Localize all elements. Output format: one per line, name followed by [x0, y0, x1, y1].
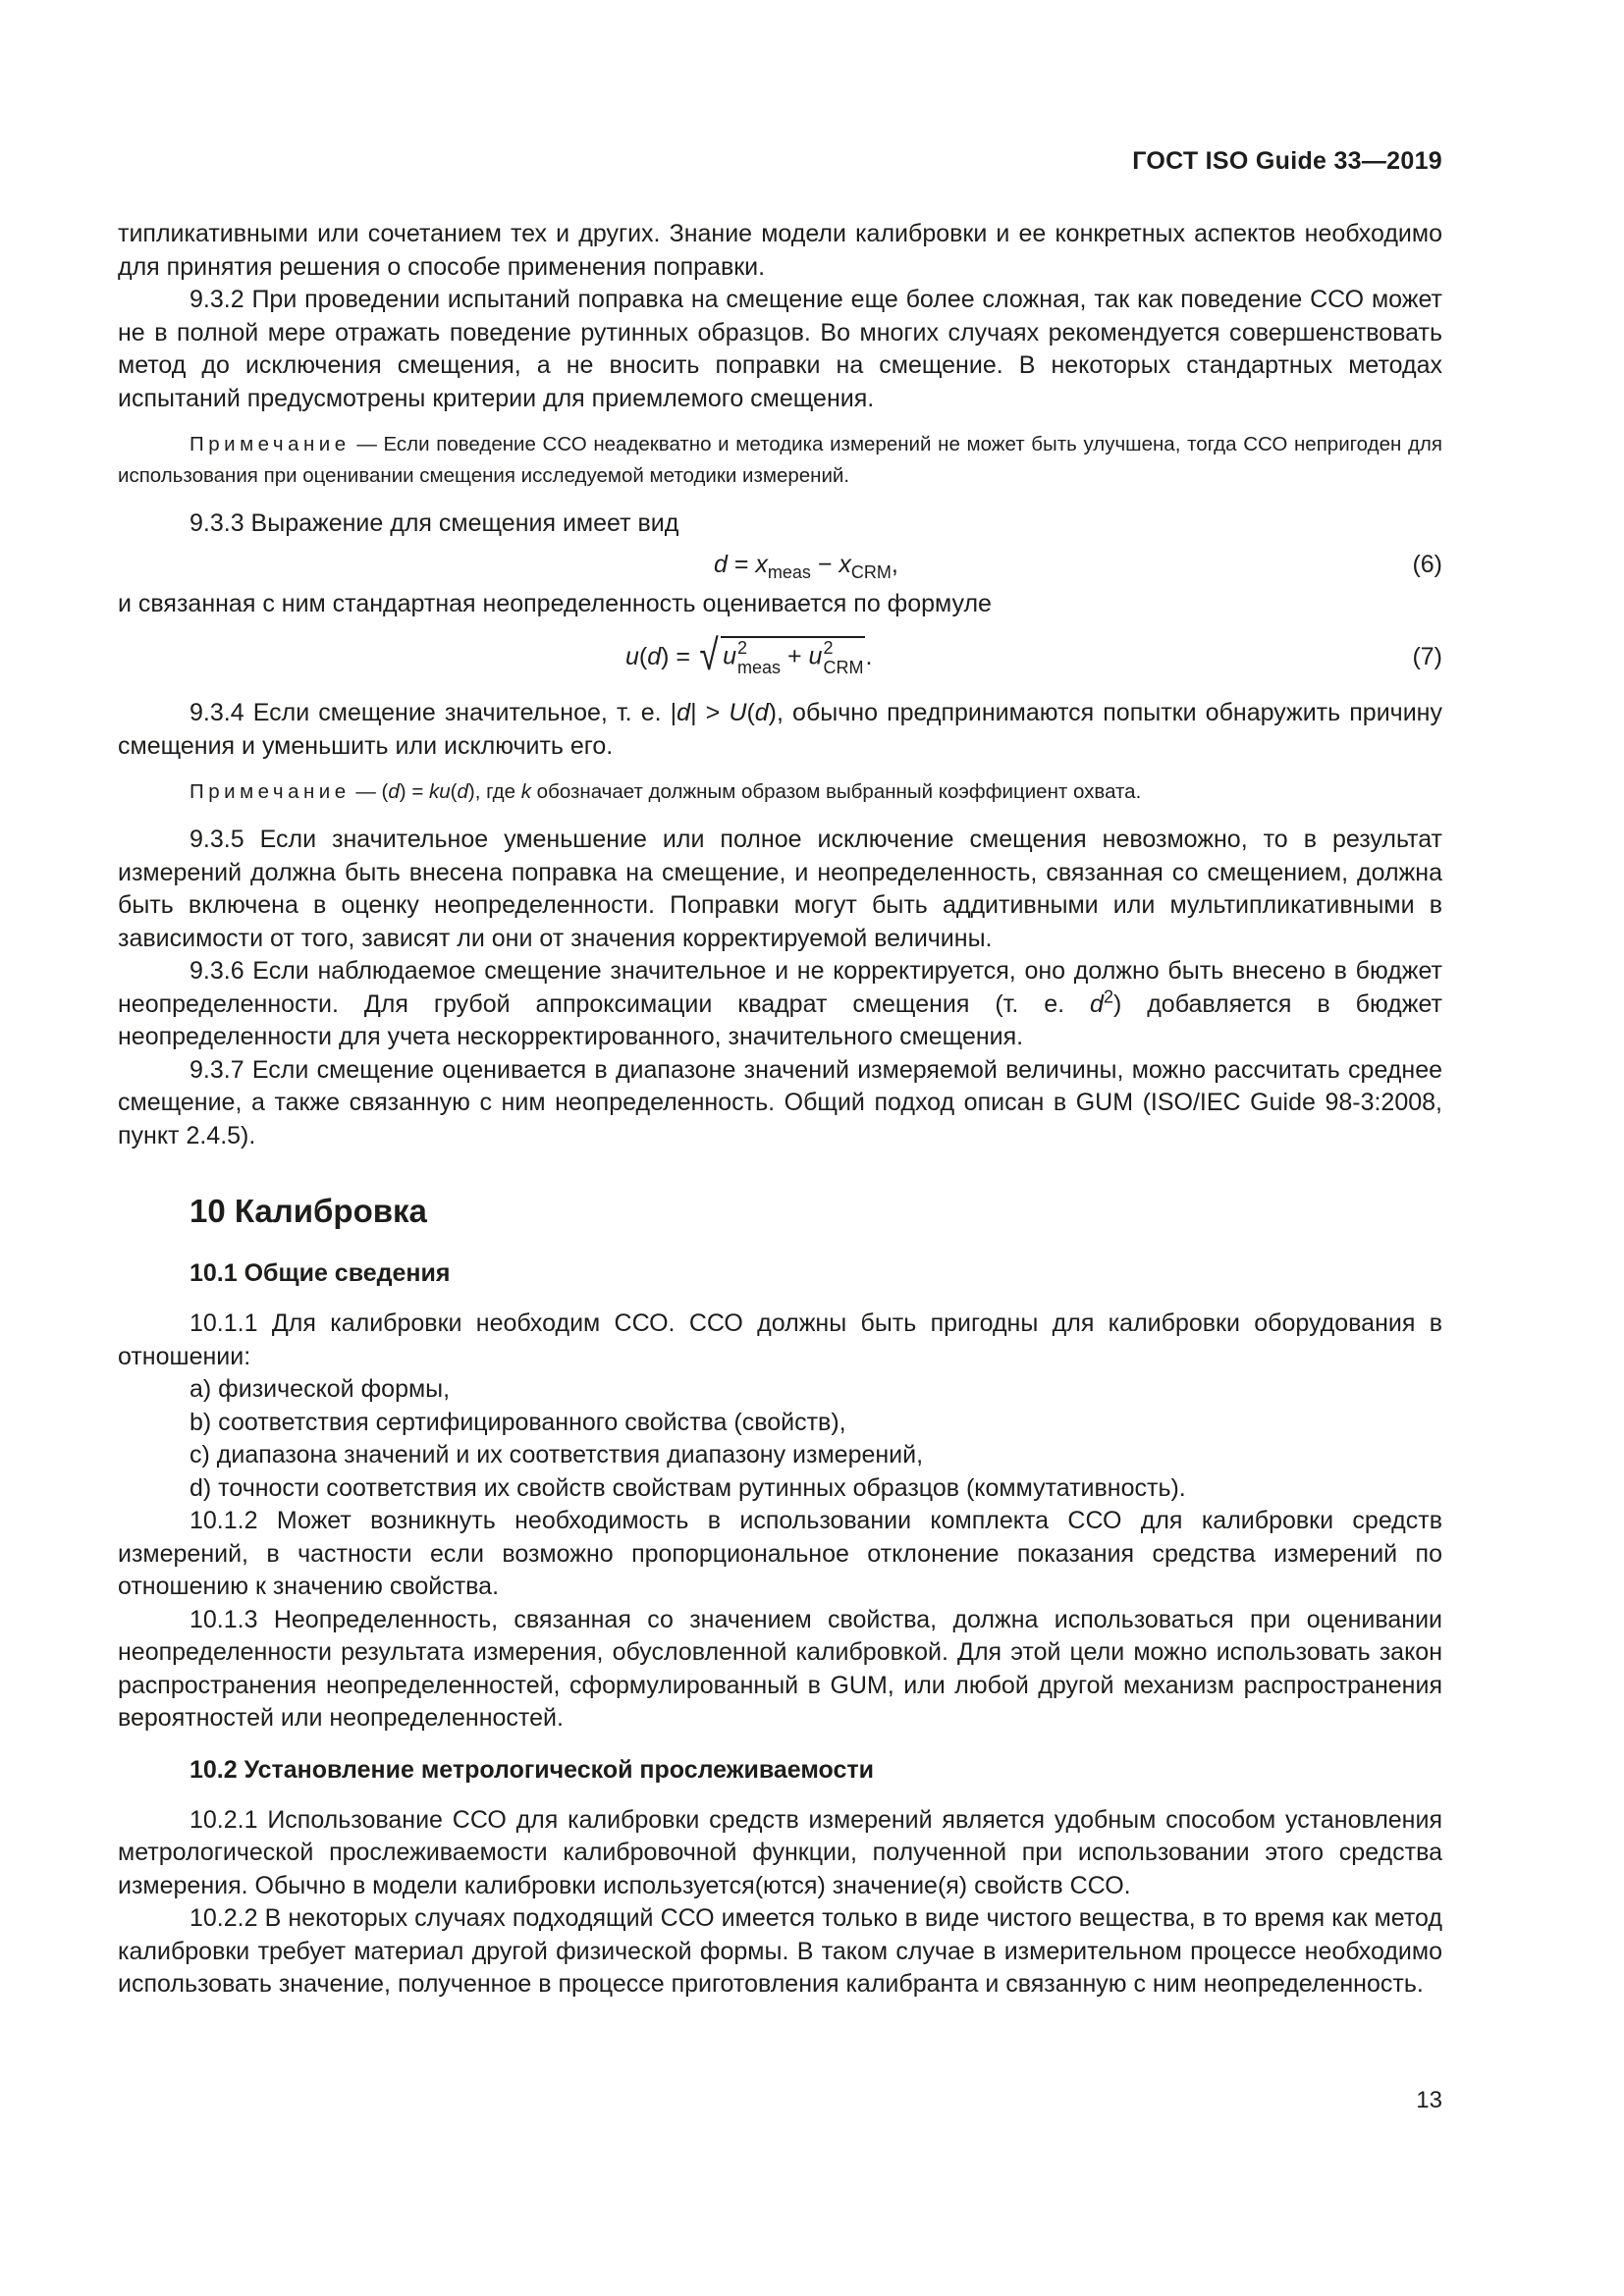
paragraph-9-3-6: [118, 955, 1442, 1054]
note-1-text: — Если поведение ССО неадекватно и методика измерений не может быть улучшена, тогда ССО непригоден для использования при оценивании смещения исследуемой методики измерений.: [118, 433, 1442, 487]
radicand: [721, 636, 865, 677]
minus-sign: −: [810, 550, 839, 578]
subscript-meas: meas: [767, 561, 811, 582]
symbol-k: k: [520, 780, 531, 803]
text-run: ), обычно предпринимаются попытки обнаружить причину смещения и уменьшить или исключить его.: [118, 699, 1442, 760]
equals-sign: =: [669, 643, 697, 670]
paragraph-10-2-1: 10.2.1 Использование ССО для калибровки средств измерений является удобным способом установления метрологической прослеживаемости калибровочной функции, полученной при использовании этого средства измерения. Обычно в модели калибровки используется(ются) значение(я) свойств ССО.: [118, 1805, 1442, 1899]
paragraph-10-1-2: 10.1.2 Может возникнуть необходимость в использовании комплекта ССО для калибровки средств измерений, в частности если возможно пропорциональное отклонение показания средства измерений по отношению к значению свойства.: [118, 1507, 1442, 1600]
paragraph-10-2-2: 10.2.2 В некоторых случаях подходящий ССО имеется только в виде чистого вещества, в то время как метод калибровки требует материал другой физической формы. В таком случае в измерительном процессе необходимо использовать значение, полученное в процессе приготовления калибранта и связанную с ним неопределенность.: [118, 1904, 1442, 1998]
paragraph-9-3-2: 9.3.2 При проведении испытаний поправка на смещение еще более сложная, так как поведение ССО может не в полной мере отражать поведение рутинных образцов. Во многих случаях рекомендуется совершенствовать метод до исключения смещения, а не вносить поправки на смещение. В некоторых стандартных методах испытаний предусмотрены критерии для приемлемого смещения.: [118, 286, 1442, 412]
symbol-d: d: [457, 780, 468, 803]
sqrt-sign: √: [699, 631, 719, 679]
symbol-d: d: [714, 550, 728, 578]
note-label: Примечание: [189, 780, 351, 803]
equation-number-6: (6): [1412, 550, 1442, 578]
subsection-heading-10-2: 10.2 Установление метрологической прослеживаемости: [189, 1755, 874, 1784]
list-item: b) соответствия сертифицированного свойства (свойств),: [189, 1408, 846, 1436]
running-header: ГОСТ ISO Guide 33—2019: [1132, 147, 1442, 175]
paren-left: (: [638, 643, 648, 670]
subsection-heading-10-1: 10.1 Общие сведения: [189, 1259, 451, 1287]
supsub-crm: [823, 638, 863, 677]
note-2: [118, 776, 1442, 808]
equals-sign: =: [727, 550, 756, 578]
supsub-meas: [737, 638, 781, 677]
list-item: d) точности соответствия их свойств свойствам рутинных образцов (коммутативность).: [189, 1473, 1186, 1502]
formula-7-expression: [625, 626, 872, 687]
subscript-meas: meas: [737, 658, 782, 678]
symbol-u: u: [808, 643, 823, 670]
text-run: — (: [355, 780, 389, 803]
symbol-d: d: [647, 643, 662, 670]
equation-number-7: (7): [1412, 643, 1442, 670]
text-run: 9.3.6 Если наблюдаемое смещение значительное и не корректируется, оно должно быть внесено в бюджет неопределенности. Для грубой аппроксимации квадрат смещения (т. е.: [118, 957, 1442, 1018]
paragraph-10-1-3: 10.1.3 Неопределенность, связанная со значением свойства, должна использоваться при оценивании неопределенности результата измерения, обусловленной калибровкой. Для этой цели можно использовать закон распространения неопределенностей, сформулированный в GUM, или любой другой механизм распространения вероятностей или неопределенностей.: [118, 1605, 1442, 1732]
subscript-crm: CRM: [850, 561, 892, 582]
symbol-u: u: [625, 643, 639, 670]
text-run: ) =: [399, 780, 429, 803]
list-item: c) диапазона значений и их соответствия диапазону измерений,: [189, 1441, 924, 1468]
page-body: [118, 218, 1442, 2002]
symbol-x: x: [839, 550, 851, 578]
paragraph-9-3-7: 9.3.7 Если смещение оценивается в диапазоне значений измеряемой величины, можно рассчитать среднее смещение, а также связанную с ним неопределенность. Общий подход описан в GUM (ISO/IEC Guide 98-3:2008, пункт 2.4.5).: [118, 1055, 1442, 1149]
text-run: ) добавляется в бюджет неопределенности для учета нескорректированного, значительного смещения.: [118, 989, 1442, 1050]
list-item: a) физической формы,: [189, 1375, 451, 1403]
symbol-u: u: [723, 643, 737, 670]
superscript-2: 2: [823, 638, 834, 659]
text-run: обозначает должным образом выбранный коэффициент охвата.: [530, 780, 1142, 803]
symbol-d: d: [677, 699, 691, 726]
page-number: 13: [1416, 2087, 1442, 2113]
note-1: [118, 429, 1442, 492]
symbol-ku: ku: [429, 780, 451, 803]
text-run: ), где: [467, 780, 521, 803]
symbol-d: d: [754, 699, 769, 726]
comma: ,: [891, 550, 898, 578]
symbol-U: U: [729, 699, 747, 726]
note-label: Примечание: [189, 433, 351, 455]
paragraph-intro: типликативными или сочетанием тех и других. Знание модели калибровки и ее конкретных аспектов необходимо для принятия решения о способе применения поправки.: [118, 220, 1442, 281]
text-run: (: [450, 780, 458, 803]
paragraph-9-3-5: 9.3.5 Если значительное уменьшение или полное исключение смещения невозможно, то в результат измерений должна быть внесена поправка на смещение, и неопределенность, связанная со смещением, должна быть включена в оценку неопределенности. Поправки могут быть аддитивными или мультипликативными в зависимости от того, зависят ли они от значения корректируемой величины.: [118, 826, 1442, 952]
plus-sign: +: [781, 643, 809, 670]
symbol-d: d: [1090, 989, 1104, 1018]
symbol-x: x: [755, 550, 768, 578]
section-heading-10: 10 Калибровка: [189, 1193, 427, 1229]
paragraph-9-3-4: [118, 697, 1442, 763]
paragraph-9-3-3-continued: и связанная с ним стандартная неопределенность оценивается по формуле: [118, 589, 992, 617]
subscript-crm: CRM: [823, 658, 864, 678]
text-run: 9.3.4 Если смещение значительное, т. е. |: [189, 699, 677, 726]
paragraph-10-1-1: 10.1.1 Для калибровки необходим ССО. ССО должны быть пригодны для калибровки оборудования в отношении:: [118, 1309, 1442, 1370]
formula-7: [118, 626, 1442, 687]
symbol-d: d: [388, 780, 400, 803]
superscript-2: 2: [1103, 987, 1113, 1007]
paren-right: ): [661, 643, 670, 670]
text-run: | >: [690, 699, 730, 726]
text-run: (: [746, 699, 755, 726]
formula-6: [118, 543, 1442, 586]
paragraph-9-3-3: 9.3.3 Выражение для смещения имеет вид: [189, 509, 679, 537]
formula-6-expression: [714, 543, 898, 586]
superscript-2: 2: [737, 638, 748, 659]
period: .: [865, 643, 873, 670]
